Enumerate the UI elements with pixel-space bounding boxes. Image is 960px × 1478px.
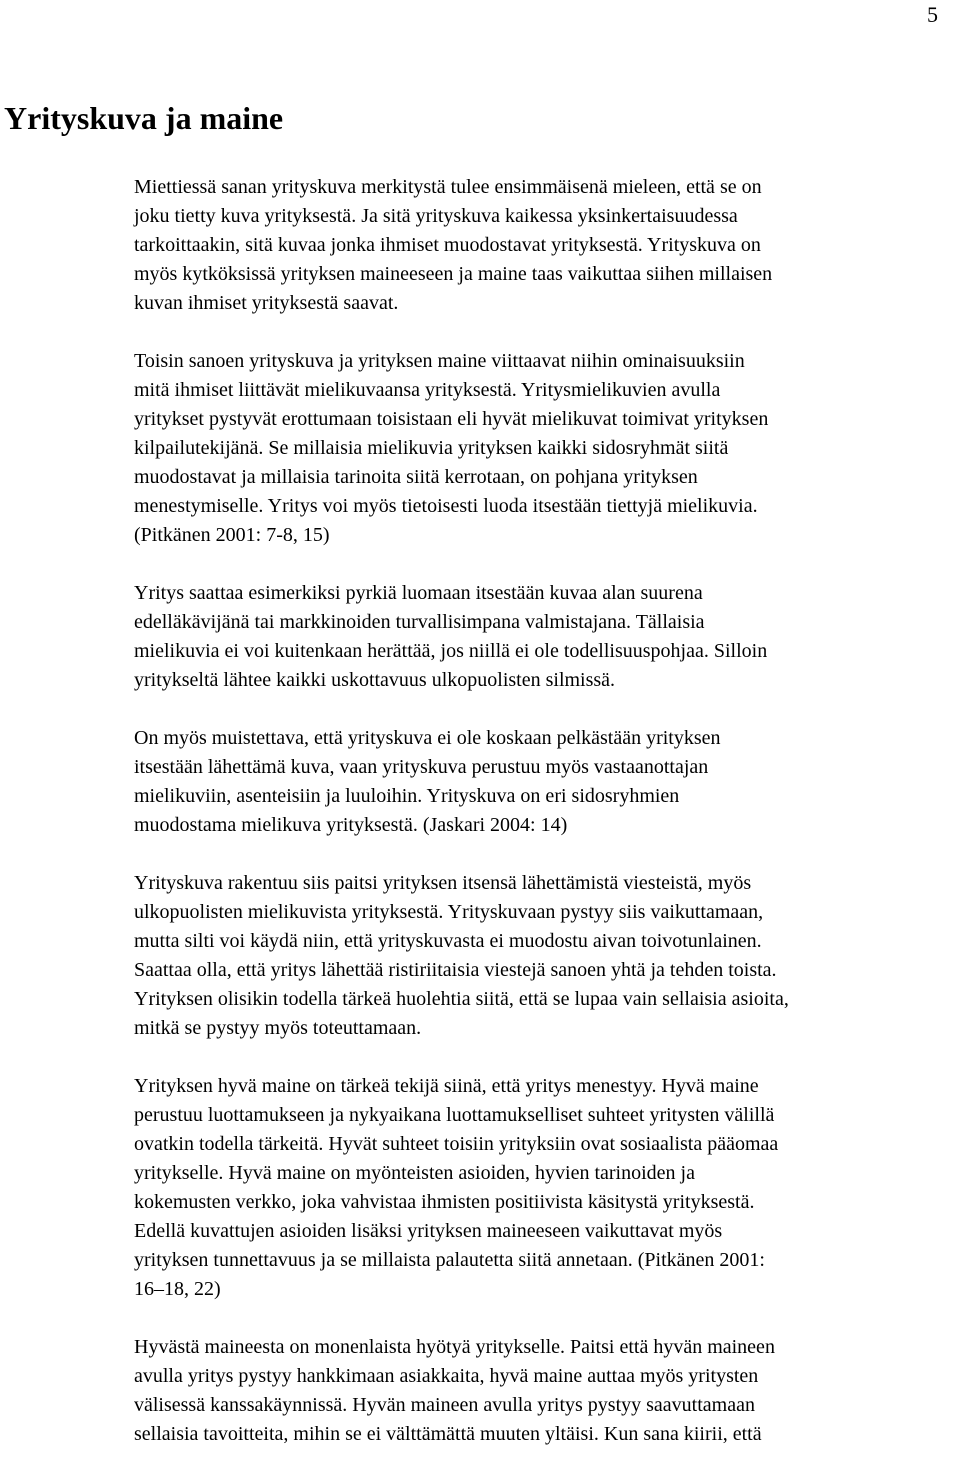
paragraph-2: Toisin sanoen yrityskuva ja yrityksen maine viittaavat niihin ominaisuuksiin mitä ihmiset liittävät mielikuvaansa yrityksestä. Yritysmielikuvien avulla yritykset pystyvät erottumaan toisistaan eli hyvät mielikuvat toimivat yrityksen kilpailutekijänä. Se millaisia mielikuvia yrityksen kaikki sidosryhmät siitä muodostavat ja millaisia tarinoita siitä kerrotaan, on pohjana yrityksen menestymiselle. Yritys voi myös tietoisesti luoda itsestään tiettyjä mielikuvia. (Pitkänen 2001: 7-8, 15) <box>134 350 769 546</box>
paragraph-4: On myös muistettava, että yrityskuva ei ole koskaan pelkästään yrityksen itsestään lähettämä kuva, vaan yrityskuva perustuu myös vastaanottajan mielikuviin, asenteisiin ja luuloihin. Yrityskuva on eri sidosryhmien muodostama mielikuva yrityksestä. (Jaskari 2004: 14) <box>134 727 721 836</box>
paragraph-7: Hyvästä maineesta on monenlaista hyötyä yritykselle. Paitsi että hyvän maineen avulla yritys pystyy hankkimaan asiakkaita, hyvä maine auttaa myös yritysten välisessä kanssakäynnissä. Hyvän maineen avulla yritys pystyy saavuttamaan sellaisia tavoitteita, mihin se ei välttämättä muuten yltäisi. Kun sana kiirii, että <box>134 1336 775 1445</box>
page-number: 5 <box>927 2 938 27</box>
paragraph-3: Yritys saattaa esimerkiksi pyrkiä luomaan itsestään kuvaa alan suurena edelläkävijänä tai markkinoiden turvallisimpana valmistajana. Tällaisia mielikuvia ei voi kuitenkaan herättää, jos niillä ei ole todellisuuspohjaa. Silloin yritykseltä lähtee kaikki uskottavuus ulkopuolisten silmissä. <box>134 582 768 691</box>
paragraph-6: Yrityksen hyvä maine on tärkeä tekijä siinä, että yritys menestyy. Hyvä maine perustuu luottamukseen ja nykyaikana luottamukselliset suhteet yritysten välillä ovatkin todella tärkeitä. Hyvät suhteet toisiin yrityksiin ovat sosiaalista pääomaa yritykselle. Hyvä maine on myönteisten asioiden, hyvien tarinoiden ja kokemusten verkko, joka vahvistaa ihmisten positiivista käsitystä yrityksestä. Edellä kuvattujen asioiden lisäksi yrityksen maineeseen vaikuttavat myös yrityksen tunnettavuus ja se millaista palautetta siitä annetaan. (Pitkänen 2001: 16–18, 22) <box>134 1075 779 1300</box>
paragraph-5: Yrityskuva rakentuu siis paitsi yrityksen itsensä lähettämistä viesteistä, myös ulkopuolisten mielikuvista yrityksestä. Yrityskuvaan pystyy siis vaikuttamaan, mutta silti voi käydä niin, että yrityskuvasta ei muodostu aivan toivotunlainen. Saattaa olla, että yritys lähettää ristiriitaisia viestejä sanoen yhtä ja tehden toista. Yrityksen olisikin todella tärkeä huolehtia siitä, että se lupaa vain sellaisia asioita, mitkä se pystyy myös toteuttamaan. <box>134 872 789 1039</box>
document-body <box>134 173 946 1478</box>
paragraph-1: Miettiessä sanan yrityskuva merkitystä tulee ensimmäisenä mieleen, että se on joku tietty kuva yrityksestä. Ja sitä yrityskuva kaikessa yksinkertaisuudessa tarkoittaakin, sitä kuvaa jonka ihmiset muodostavat yrityksestä. Yrityskuva on myös kytköksissä yrityksen maineeseen ja maine taas vaikuttaa siihen millaisen kuvan ihmiset yrityksestä saavat. <box>134 176 773 314</box>
page-title: Yrityskuva ja maine <box>4 100 284 136</box>
